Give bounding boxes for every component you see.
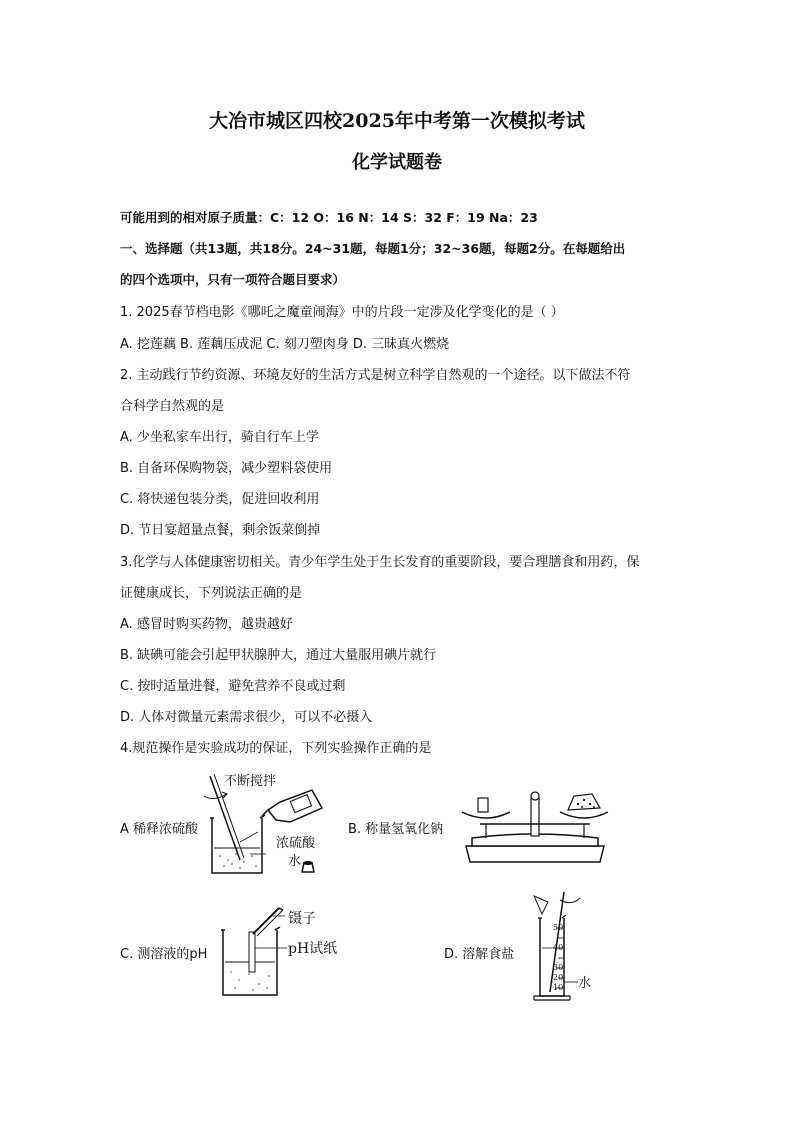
q3-option-d: D. 人体对微量元素需求很少，可以不必摄入: [120, 710, 373, 725]
q1-options: A. 挖莲藕 B. 莲藕压成泥 C. 刻刀塑肉身 D. 三昧真火燃烧: [120, 337, 450, 352]
q1-stem: 1. 2025春节档电影《哪吒之魔童闹海》中的片段一定涉及化学变化的是（ ）: [120, 305, 564, 320]
acid-label: 浓硫酸: [276, 836, 316, 851]
water-label-a: 水: [288, 854, 302, 869]
cylinder-tick-10: 10: [553, 983, 564, 992]
cylinder-tick-40: 40: [553, 943, 564, 952]
q3-stem-line2: 证健康成长，下列说法正确的是: [120, 586, 303, 601]
q4-option-c-label: C. 测溶液的pH: [120, 947, 208, 962]
q2-stem-line1: 2. 主动践行节约资源、环境友好的生活方式是树立科学自然观的一个途径。以下做法不符: [120, 368, 631, 383]
q4-option-d-label: D. 溶解食盐: [444, 947, 515, 962]
q2-option-a: A. 少坐私家车出行，骑自行车上学: [120, 430, 319, 445]
ph-paper-label: pH试纸: [288, 941, 338, 957]
exam-title: 大冶市城区四校2025年中考第一次模拟考试: [209, 110, 585, 132]
section-instruction-line2: 的四个选项中，只有一项符合题目要求）: [120, 272, 346, 287]
section-instruction-line1: 一、选择题（共13题，共18分。24~31题，每题1分；32~36题，每题2分。在每题给出: [120, 241, 626, 256]
stir-label: 不断搅拌: [224, 774, 277, 789]
q2-stem-line2: 合科学自然观的是: [120, 399, 225, 414]
cylinder-tick-50: 50: [553, 923, 564, 932]
q4-option-b-label: B. 称量氢氧化钠: [348, 822, 444, 837]
atomic-masses: 可能用到的相对原子质量：C：12 O：16 N：14 S：32 F：19 Na：23: [120, 210, 538, 225]
q2-option-b: B. 自备环保购物袋，减少塑料袋使用: [120, 461, 333, 476]
q4-stem: 4.规范操作是实验成功的保证，下列实验操作正确的是: [120, 741, 432, 756]
cylinder-tick-20: 20: [553, 973, 564, 982]
q3-option-b: B. 缺碘可能会引起甲状腺肿大，通过大量服用碘片就行: [120, 648, 437, 663]
water-label-d: 水: [578, 976, 592, 991]
q4-option-a-label: A 稀释浓硫酸: [120, 822, 199, 837]
q3-option-c: C. 按时适量进餐，避免营养不良或过剩: [120, 679, 346, 694]
cylinder-tick-30: 30: [553, 963, 564, 972]
tweezers-label: 镊子: [288, 911, 316, 927]
q3-stem-line1: 3.化学与人体健康密切相关。青少年学生处于生长发育的重要阶段，要合理膳食和用药，保: [120, 555, 640, 570]
exam-subtitle: 化学试题卷: [352, 152, 442, 173]
q2-option-c: C. 将快递包装分类，促进回收利用: [120, 492, 320, 507]
q3-option-a: A. 感冒时购买药物，越贵越好: [120, 617, 293, 632]
q2-option-d: D. 节日宴超量点餐，剩余饭菜倒掉: [120, 523, 321, 538]
balance-illustration: [460, 776, 610, 866]
